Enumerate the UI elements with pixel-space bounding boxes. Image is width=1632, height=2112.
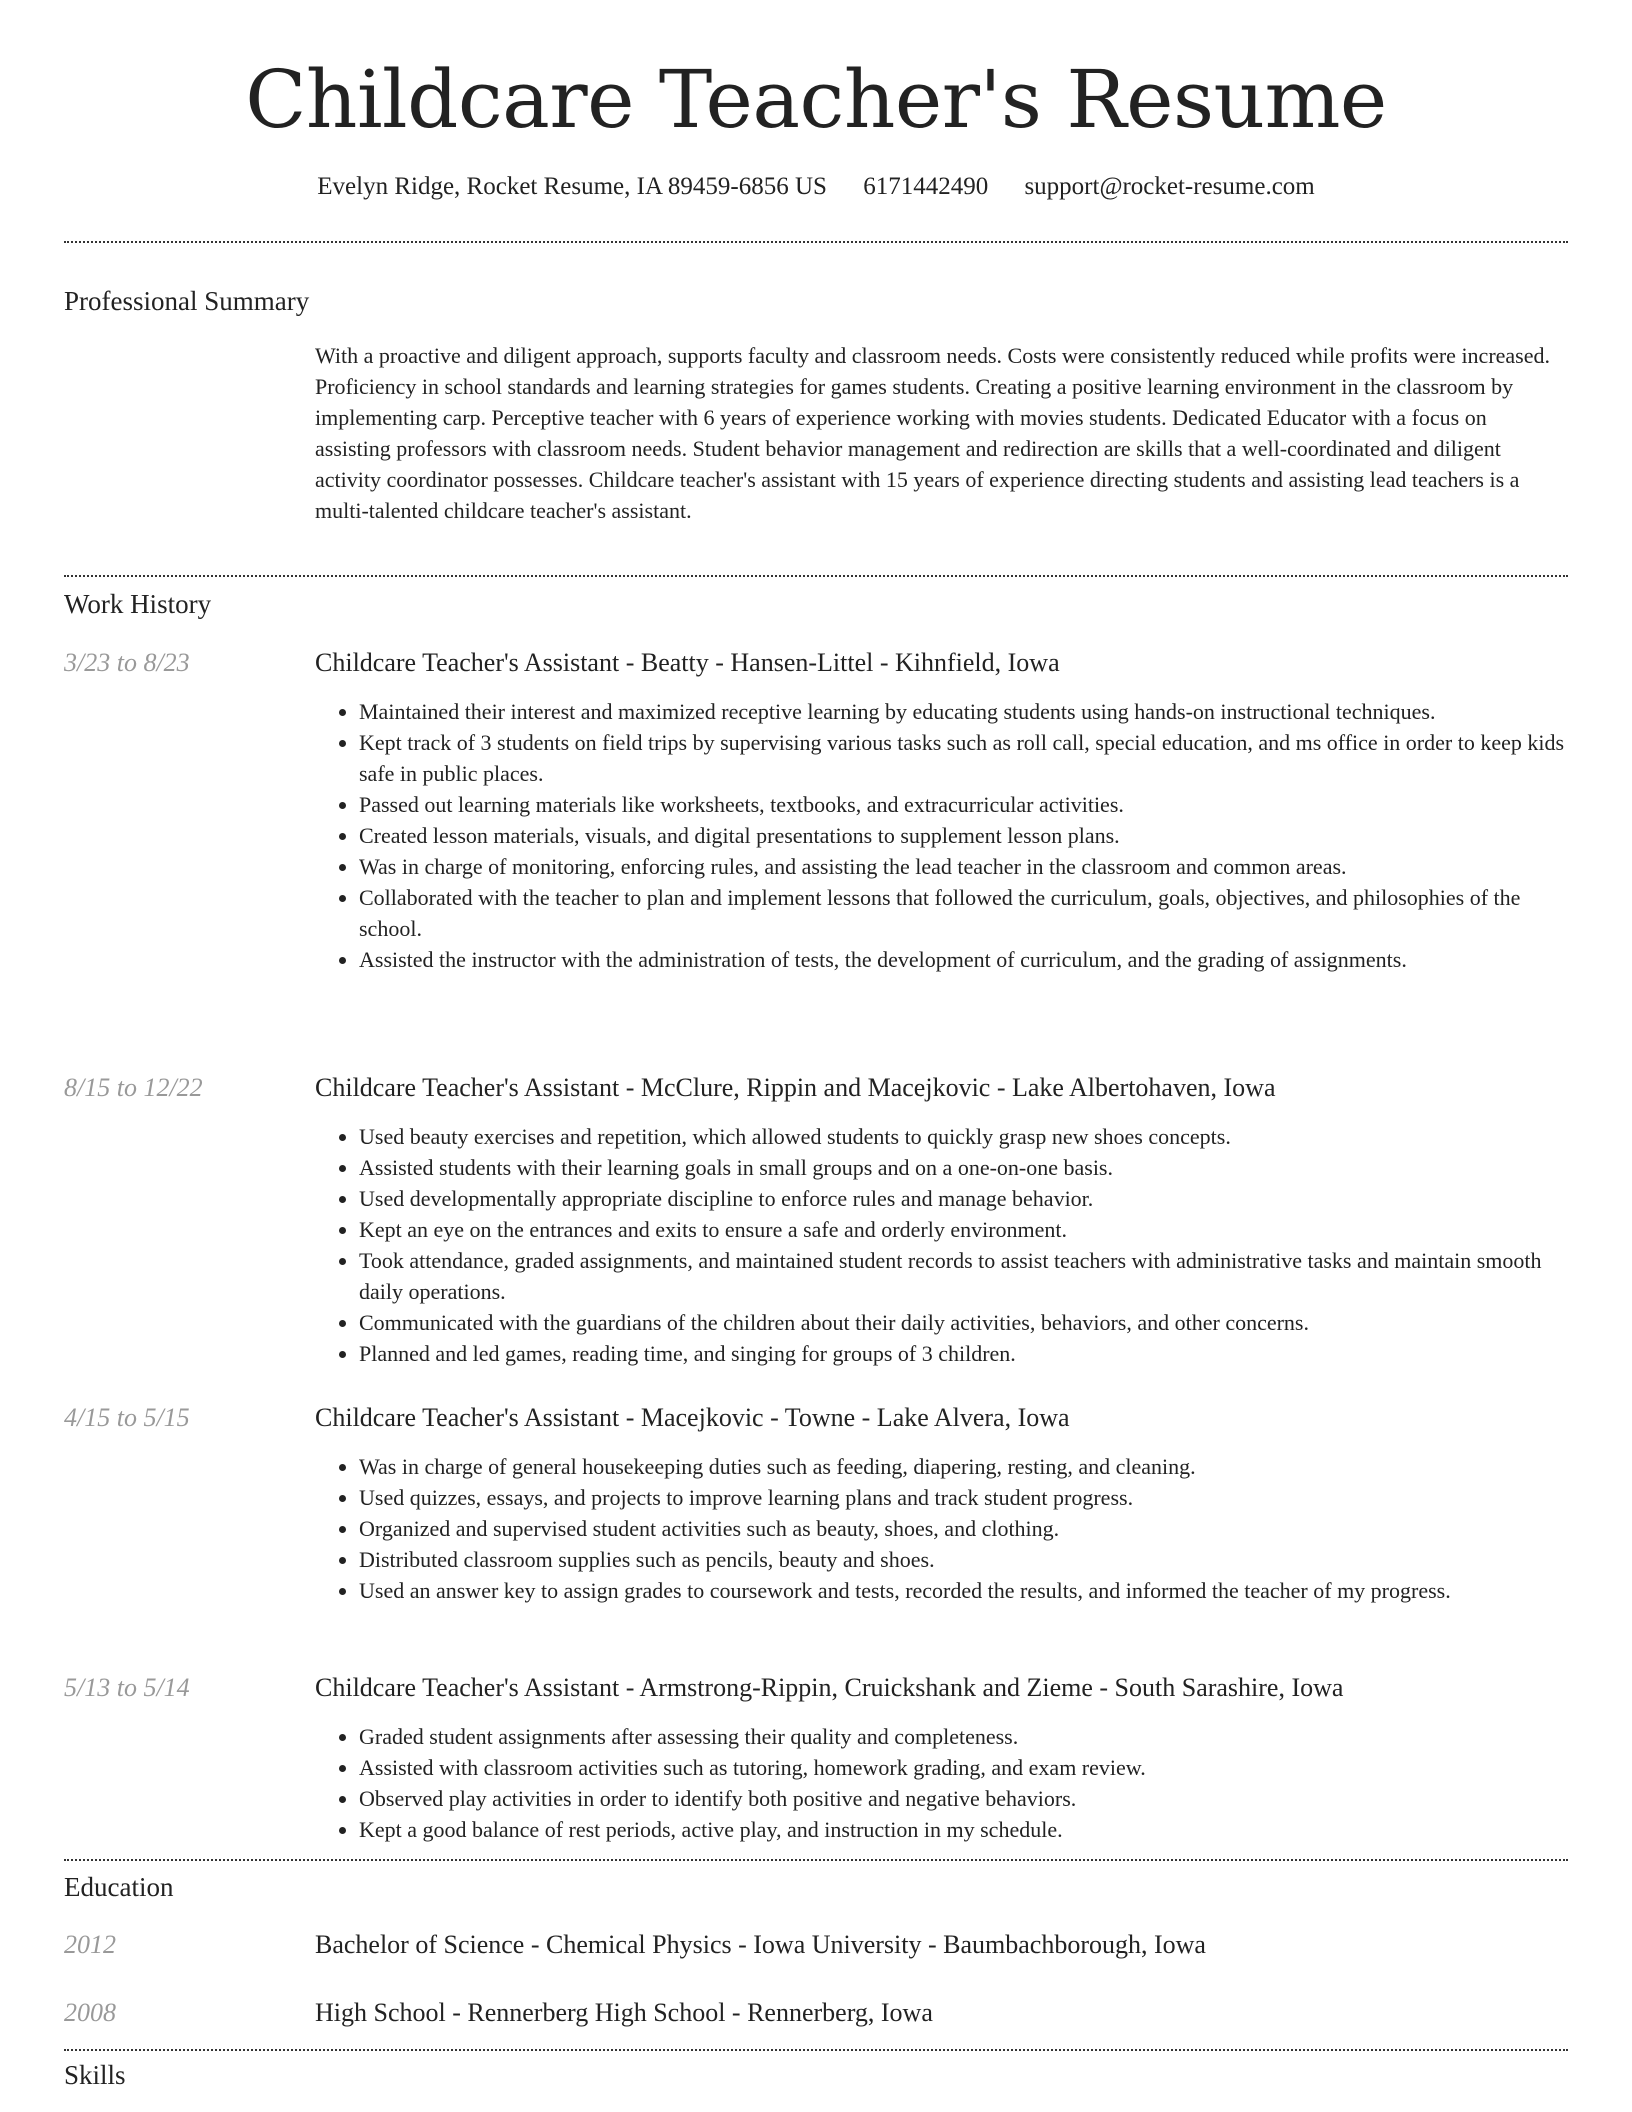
- list-item: • Used developmentally appropriate discipline to enforce rules and manage behavior.: [359, 1183, 1565, 1214]
- job-bullets: [315, 696, 1565, 975]
- list-item: • Kept a good balance of rest periods, active play, and instruction in my schedule.: [359, 1814, 1565, 1845]
- list-item: • Assisted students with their learning goals in small groups and on a one-on-one basis.: [359, 1152, 1565, 1183]
- list-item: • Assisted the instructor with the administration of tests, the development of curriculum, and the grading of assignments.: [359, 944, 1565, 975]
- contact-phone: 6171442490: [863, 173, 989, 200]
- list-item: • Passed out learning materials like worksheets, textbooks, and extracurricular activities.: [359, 789, 1565, 820]
- job-bullets: [315, 1451, 1565, 1606]
- list-item: • Was in charge of monitoring, enforcing rules, and assisting the lead teacher in the classroom and common areas.: [359, 851, 1565, 882]
- job-dates: 4/15 to 5/15: [64, 1403, 190, 1432]
- job-title: Childcare Teacher's Assistant - Beatty - Hansen-Littel - Kihnfield, Iowa: [315, 648, 1060, 677]
- contact-line: [0, 170, 1632, 204]
- education-year: 2012: [64, 1930, 116, 1959]
- list-item: • Collaborated with the teacher to plan and implement lessons that followed the curriculum, goals, objectives, and philosophies of the school.: [359, 882, 1565, 944]
- divider: [64, 2049, 1568, 2051]
- job-title: Childcare Teacher's Assistant - Armstrong-Rippin, Cruickshank and Zieme - South Sarashire, Iowa: [315, 1673, 1344, 1702]
- section-title-summary: Professional Summary: [64, 286, 310, 316]
- list-item: • Maintained their interest and maximized receptive learning by educating students using hands-on instructional techniques.: [359, 696, 1565, 727]
- job-bullets: [315, 1721, 1565, 1845]
- list-item: • Used beauty exercises and repetition, which allowed students to quickly grasp new shoes concepts.: [359, 1121, 1565, 1152]
- list-item: • Created lesson materials, visuals, and digital presentations to supplement lesson plans.: [359, 820, 1565, 851]
- summary-text: With a proactive and diligent approach, supports faculty and classroom needs. Costs were consistently reduced while profits were increased. Proficiency in school standards and learning strategies for games students. Creating a positive learning environment in the classroom by implementing carp. Perceptive teacher with 6 years of experience working with movies students. Dedicated Educator with a focus on assisting professors with classroom needs. Student behavior management and redirection are skills that a well-coordinated and diligent activity coordinator possesses. Childcare teacher's assistant with 15 years of experience directing students and assisting lead teachers is a multi-talented childcare teacher's assistant.: [315, 343, 1551, 523]
- divider: [64, 241, 1568, 243]
- education-entry: High School - Rennerberg High School - Rennerberg, Iowa: [315, 1998, 933, 2027]
- section-title-education: Education: [64, 1872, 174, 1902]
- list-item: • Took attendance, graded assignments, and maintained student records to assist teachers with administrative tasks and maintain smooth daily operations.: [359, 1245, 1565, 1307]
- section-title-skills: Skills: [64, 2060, 126, 2090]
- section-title-work: Work History: [64, 589, 212, 619]
- job-title: Childcare Teacher's Assistant - Macejkovic - Towne - Lake Alvera, Iowa: [315, 1403, 1070, 1432]
- list-item: • Organized and supervised student activities such as beauty, shoes, and clothing.: [359, 1513, 1565, 1544]
- list-item: • Kept track of 3 students on field trips by supervising various tasks such as roll call, special education, and ms office in order to keep kids safe in public places.: [359, 727, 1565, 789]
- education-year: 2008: [64, 1998, 116, 2027]
- education-entry: Bachelor of Science - Chemical Physics - Iowa University - Baumbachborough, Iowa: [315, 1930, 1206, 1959]
- list-item: • Distributed classroom supplies such as pencils, beauty and shoes.: [359, 1544, 1565, 1575]
- divider: [64, 575, 1568, 577]
- job-title: Childcare Teacher's Assistant - McClure, Rippin and Macejkovic - Lake Albertohaven, Iowa: [315, 1073, 1276, 1102]
- list-item: • Kept an eye on the entrances and exits to ensure a safe and orderly environment.: [359, 1214, 1565, 1245]
- job-dates: 5/13 to 5/14: [64, 1673, 190, 1702]
- list-item: • Used quizzes, essays, and projects to improve learning plans and track student progress.: [359, 1482, 1565, 1513]
- list-item: • Assisted with classroom activities such as tutoring, homework grading, and exam review.: [359, 1752, 1565, 1783]
- list-item: • Communicated with the guardians of the children about their daily activities, behaviors, and other concerns.: [359, 1307, 1565, 1338]
- contact-address: Evelyn Ridge, Rocket Resume, IA 89459-6856 US: [317, 173, 827, 200]
- list-item: • Planned and led games, reading time, and singing for groups of 3 children.: [359, 1338, 1565, 1369]
- list-item: • Graded student assignments after assessing their quality and completeness.: [359, 1721, 1565, 1752]
- contact-email: support@rocket-resume.com: [1024, 173, 1315, 200]
- resume-title: Childcare Teacher's Resume: [245, 53, 1387, 146]
- divider: [64, 1859, 1568, 1861]
- job-dates: 8/15 to 12/22: [64, 1073, 203, 1102]
- job-bullets: [315, 1121, 1565, 1369]
- list-item: • Observed play activities in order to identify both positive and negative behaviors.: [359, 1783, 1565, 1814]
- job-dates: 3/23 to 8/23: [64, 648, 190, 677]
- list-item: • Was in charge of general housekeeping duties such as feeding, diapering, resting, and cleaning.: [359, 1451, 1565, 1482]
- list-item: • Used an answer key to assign grades to coursework and tests, recorded the results, and informed the teacher of my progress.: [359, 1575, 1565, 1606]
